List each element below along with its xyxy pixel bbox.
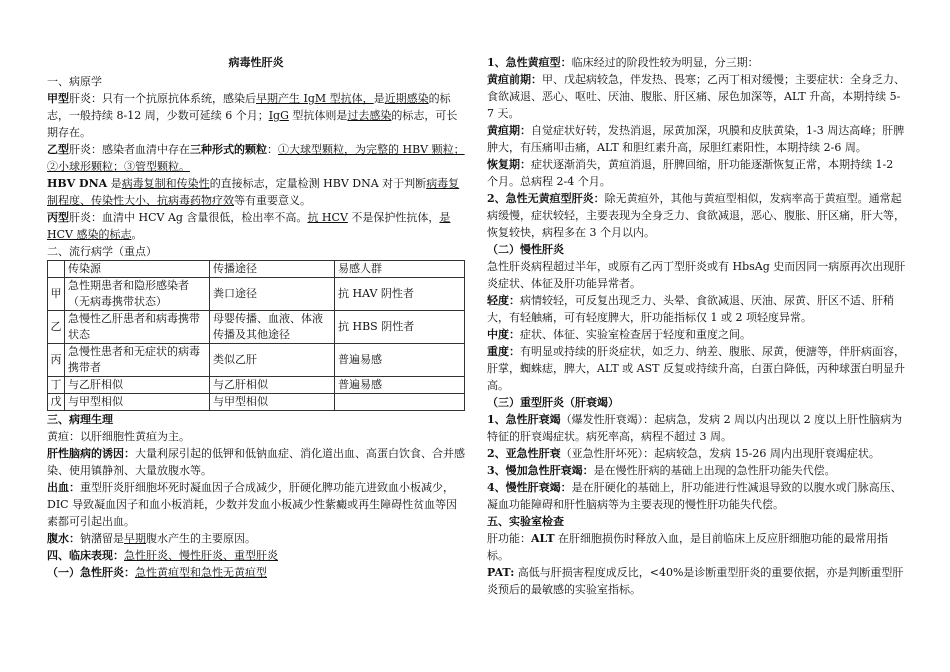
table-row [48,394,465,411]
acute-on-chronic-label: 3、慢加急性肝衰竭： [487,464,594,477]
anicteric-label: 2、急性无黄疸型肝炎： [487,192,605,205]
hbv-label: 乙型 [47,143,69,156]
table-cell: 乙 [48,311,65,344]
table-cell: 急慢性患者和无症状的病毒携带者 [65,344,210,377]
table-cell: 与乙肝相似 [210,377,335,394]
acute-hepatitis-label: （一）急性肝炎： [47,566,135,579]
ascites-text: 钠潴留是 [80,532,124,545]
table-header-cell: 传染源 [65,261,210,278]
encephalopathy-text: 大量利尿引起的低钾和低钠血症、消化道出血、高蛋白饮食、合并感染、使用镇静剂、大量放腹水等。 [47,447,465,477]
table-cell [335,394,465,411]
hbv-dna-text: 的直接标志，定量检测 HBV DNA 对于判断 [209,177,427,190]
hbv-paragraph [47,141,465,175]
moderate-paragraph [487,326,907,343]
table-header-cell: 传播途径 [210,261,335,278]
table-cell: 甲 [48,278,65,311]
hbv-bold: 三种形式的颗粒 [190,143,267,156]
hbv-dna-paragraph [47,175,465,209]
section-etiology-heading: 一、病原学 [47,75,102,88]
table-cell: 与甲型相似 [65,394,210,411]
hav-text: 是 [373,92,385,105]
hcv-text: 不是保护性抗体， [347,211,440,224]
hbv-dna-label: HBV DNA [47,177,108,190]
icteric-text: 自觉症状好转，发热消退，尿黄加深，巩膜和皮肤黄染，1-3 周达高峰；肝脾肿大，有压痛叩击痛，ALT 和胆红素升高，尿胆红素阳性，本期持续 2-6 周。 [487,124,905,154]
severe-hepatitis-heading: （三）重型肝炎（肝衰竭） [487,396,619,409]
table-cell: 类似乙肝 [210,344,335,377]
acute-liver-failure-text: （爆发性肝衰竭）：起病急，发病 2 周以内出现以 2 度以上肝性脑病为特征的肝衰竭症状。病死率高，病程不超过 3 周。 [487,413,903,443]
hcv-paragraph [47,209,465,243]
hav-underline: 近期感染 [384,92,429,105]
encephalopathy-label: 肝性脑病的诱因： [47,447,135,460]
chronic-liver-failure-label: 4、慢性肝衰竭： [487,481,572,494]
bleeding-label: 出血： [47,481,80,494]
table-cell: 与甲型相似 [210,394,335,411]
hav-underline: 早期产生 IgM 型抗体， [256,92,374,105]
bleeding-text: 重型肝炎肝细胞坏死时凝血因子合成减少，肝硬化脾功能亢进致血小板减少，DIC 导致凝血因子和血小板消耗，少数并发血小板减少性紫癜或再生障碍性贫血等因素都可引起出血。 [47,481,458,528]
table-cell: 与乙肝相似 [65,377,210,394]
acute-icteric-text: 临床经过的阶段性较为明显，分三期： [571,56,759,69]
preicteric-paragraph [487,71,907,122]
right-column [487,54,907,598]
mild-label: 轻度： [487,294,520,307]
severe-paragraph [487,343,907,394]
section-clinical-heading [47,547,465,564]
table-cell: 普遍易感 [335,344,465,377]
acute-liver-failure-paragraph [487,411,907,445]
table-cell: 粪口途径 [210,278,335,311]
epidemiology-table [47,260,465,411]
ascites-underline: 早期 [124,532,146,545]
hbv-text: ： [267,143,278,156]
hcv-underline: 抗 HCV [307,211,348,224]
acute-hepatitis-underline: 急性黄疸型和急性无黄疸型 [135,566,267,579]
icteric-paragraph [487,122,907,156]
liver-function-paragraph [487,530,907,564]
table-header-row [48,261,465,278]
acute-icteric-paragraph [487,54,907,71]
acute-on-chronic-paragraph [487,462,907,479]
mild-text: 病情较轻，可反复出现乏力、头晕、食欲减退、厌油、尿黄、肝区不适、肝稍大，有轻触痛，可有轻度脾大，肝功能指标仅 1 或 2 项轻度异常。 [487,294,894,324]
document-title: 病毒性肝炎 [228,56,284,69]
hav-text: 的标志，一般持续 8-12 周，少数可延续 6 个月； [47,92,451,122]
severe-label: 重度： [487,345,520,358]
moderate-text: 症状、体征、实验室检查居于轻度和重度之间。 [520,328,751,341]
hav-text: 肝炎：只有一个抗原抗体系统，感染后 [69,92,256,105]
hav-text: 的标志，可长期存在。 [47,109,458,139]
chronic-liver-failure-paragraph [487,479,907,513]
table-cell: 丙 [48,344,65,377]
pta-paragraph [487,564,907,598]
subacute-liver-failure-label: 2、亚急性肝衰 [487,447,561,460]
hbv-underline: ①大球型颗粒，为完整的 HBV 颗粒；②小球形颗粒；③管型颗粒。 [47,143,465,173]
liver-function-text: 肝功能： [487,532,531,545]
clinical-underline: 急性肝炎、慢性肝炎、重型肝炎 [124,549,278,562]
table-cell: 抗 HAV 阴性者 [335,278,465,311]
hav-paragraph [47,90,465,141]
hcv-text: 。 [131,228,143,241]
acute-on-chronic-text: 是在慢性肝病的基础上出现的急性肝功能失代偿。 [593,464,836,477]
table-header-cell [48,261,65,278]
anicteric-text: 除无黄疸外，其他与黄疸型相似，发病率高于黄疸型。通常起病缓慢，症状较轻，主要表现为全身乏力、食欲减退，恶心、腹胀、肝区痛，肝大等，恢复较快，病程多在 3 个月以内。 [487,192,905,239]
ascites-text: 腹水产生的主要原因。 [146,532,256,545]
table-row [48,344,465,377]
recovery-paragraph [487,156,907,190]
table-cell: 戊 [48,394,65,411]
icteric-label: 黄疸期： [487,124,531,137]
liver-function-text: 在肝细胞损伤时释放入血，是目前临床上反应肝细胞功能的最常用指标。 [487,532,889,562]
chronic-hepatitis-heading: （二）慢性肝炎 [487,243,564,256]
jaundice-paragraph: 黄疸：以肝细胞性黄疸为主。 [47,430,190,443]
moderate-label: 中度： [487,328,520,341]
acute-icteric-label: 1、急性黄疸型： [487,56,572,69]
recovery-text: 症状逐渐消失，黄疸消退，肝脾回缩，肝功能逐渐恢复正常，本期持续 1-2 个月。总病程 2-4 个月。 [487,158,894,188]
subacute-liver-failure-paragraph [487,445,907,462]
hav-underline: 过去感染 [347,109,392,122]
pta-label: PAT: [487,566,515,579]
pta-text: 高低与肝损害程度成反比，<40%是诊断重型肝炎的重要依据，亦是判断重型肝炎预后的最敏感的实验室指标。 [487,566,904,596]
left-column [47,54,465,581]
severe-text: 有明显或持续的肝炎症状，如乏力、纳差、腹胀、尿黄，便溏等，伴肝病面容，肝掌，蜘蛛痣，脾大，ALT 或 AST 反复或持续升高，白蛋白降低，丙种球蛋白明显升高。 [487,345,905,392]
table-cell: 急性期患者和隐形感染者（无病毒携带状态） [65,278,210,311]
table-row [48,311,465,344]
encephalopathy-paragraph [47,445,465,479]
hav-text: 型抗体则是 [288,109,348,122]
hcv-label: 丙型 [47,211,69,224]
chronic-liver-failure-text: 是在肝硬化的基础上，肝功能进行性减退导致的以腹水或门脉高压、凝血功能障碍和肝性脑病等为主要表现的慢性肝功能失代偿。 [487,481,902,511]
table-cell: 急慢性乙肝患者和病毒携带状态 [65,311,210,344]
subacute-liver-failure-text: （亚急性肝坏死）：起病较急，发病 15-26 周内出现肝衰竭症状。 [560,447,880,460]
recovery-label: 恢复期： [487,158,531,171]
hbv-dna-text: 是 [107,177,122,190]
hbv-dna-text: 等有重要意义。 [234,194,311,207]
hbv-dna-underline: 病毒复制和传染性 [121,177,210,190]
preicteric-label: 黄疸前期： [487,73,542,86]
chronic-definition-paragraph: 急性肝炎病程超过半年，或原有乙丙丁型肝炎或有 HbsAg 史而因同一病原再次出现肝炎症状、体征及肝功能异常者。 [487,260,906,290]
hbv-dna-underline: 病毒复制程度、传染性大小、抗病毒药物疗效 [47,177,460,207]
ascites-paragraph [47,530,465,547]
clinical-label: 四、临床表现： [47,549,124,562]
bleeding-paragraph [47,479,465,530]
table-row [48,278,465,311]
hbv-text: 肝炎：感染者血清中存在 [69,143,190,156]
acute-hepatitis-heading [47,564,465,581]
table-header-cell: 易感人群 [335,261,465,278]
acute-liver-failure-label: 1、急性肝衰竭 [487,413,561,426]
preicteric-text: 甲、戊起病较急，伴发热、畏寒；乙丙丁相对缓慢；主要症状：全身乏力、食欲减退、恶心、呕吐、厌油、腹胀、肝区痛、尿色加深等，ALT 升高，本期持续 5-7 天。 [487,73,905,120]
hav-underline: IgG [268,109,289,122]
table-cell: 丁 [48,377,65,394]
table-cell: 抗 HBS 阴性者 [335,311,465,344]
section-pathophysiology-heading: 三、病理生理 [47,413,113,426]
hav-label: 甲型 [47,92,69,105]
anicteric-paragraph [487,190,907,241]
hcv-text: 肝炎：血清中 HCV Ag 含量很低，检出率不高。 [69,211,308,224]
table-cell: 普遍易感 [335,377,465,394]
alt-label: ALT [531,532,555,545]
mild-paragraph [487,292,907,326]
ascites-label: 腹水： [47,532,80,545]
section-epidemiology-heading: 二、流行病学（重点） [47,245,157,258]
lab-tests-heading: 五、实验室检查 [487,515,564,528]
table-row [48,377,465,394]
table-cell: 母婴传播、血液、体液传播及其他途径 [210,311,335,344]
hcv-underline: 是 HCV 感染的标志 [47,211,451,241]
